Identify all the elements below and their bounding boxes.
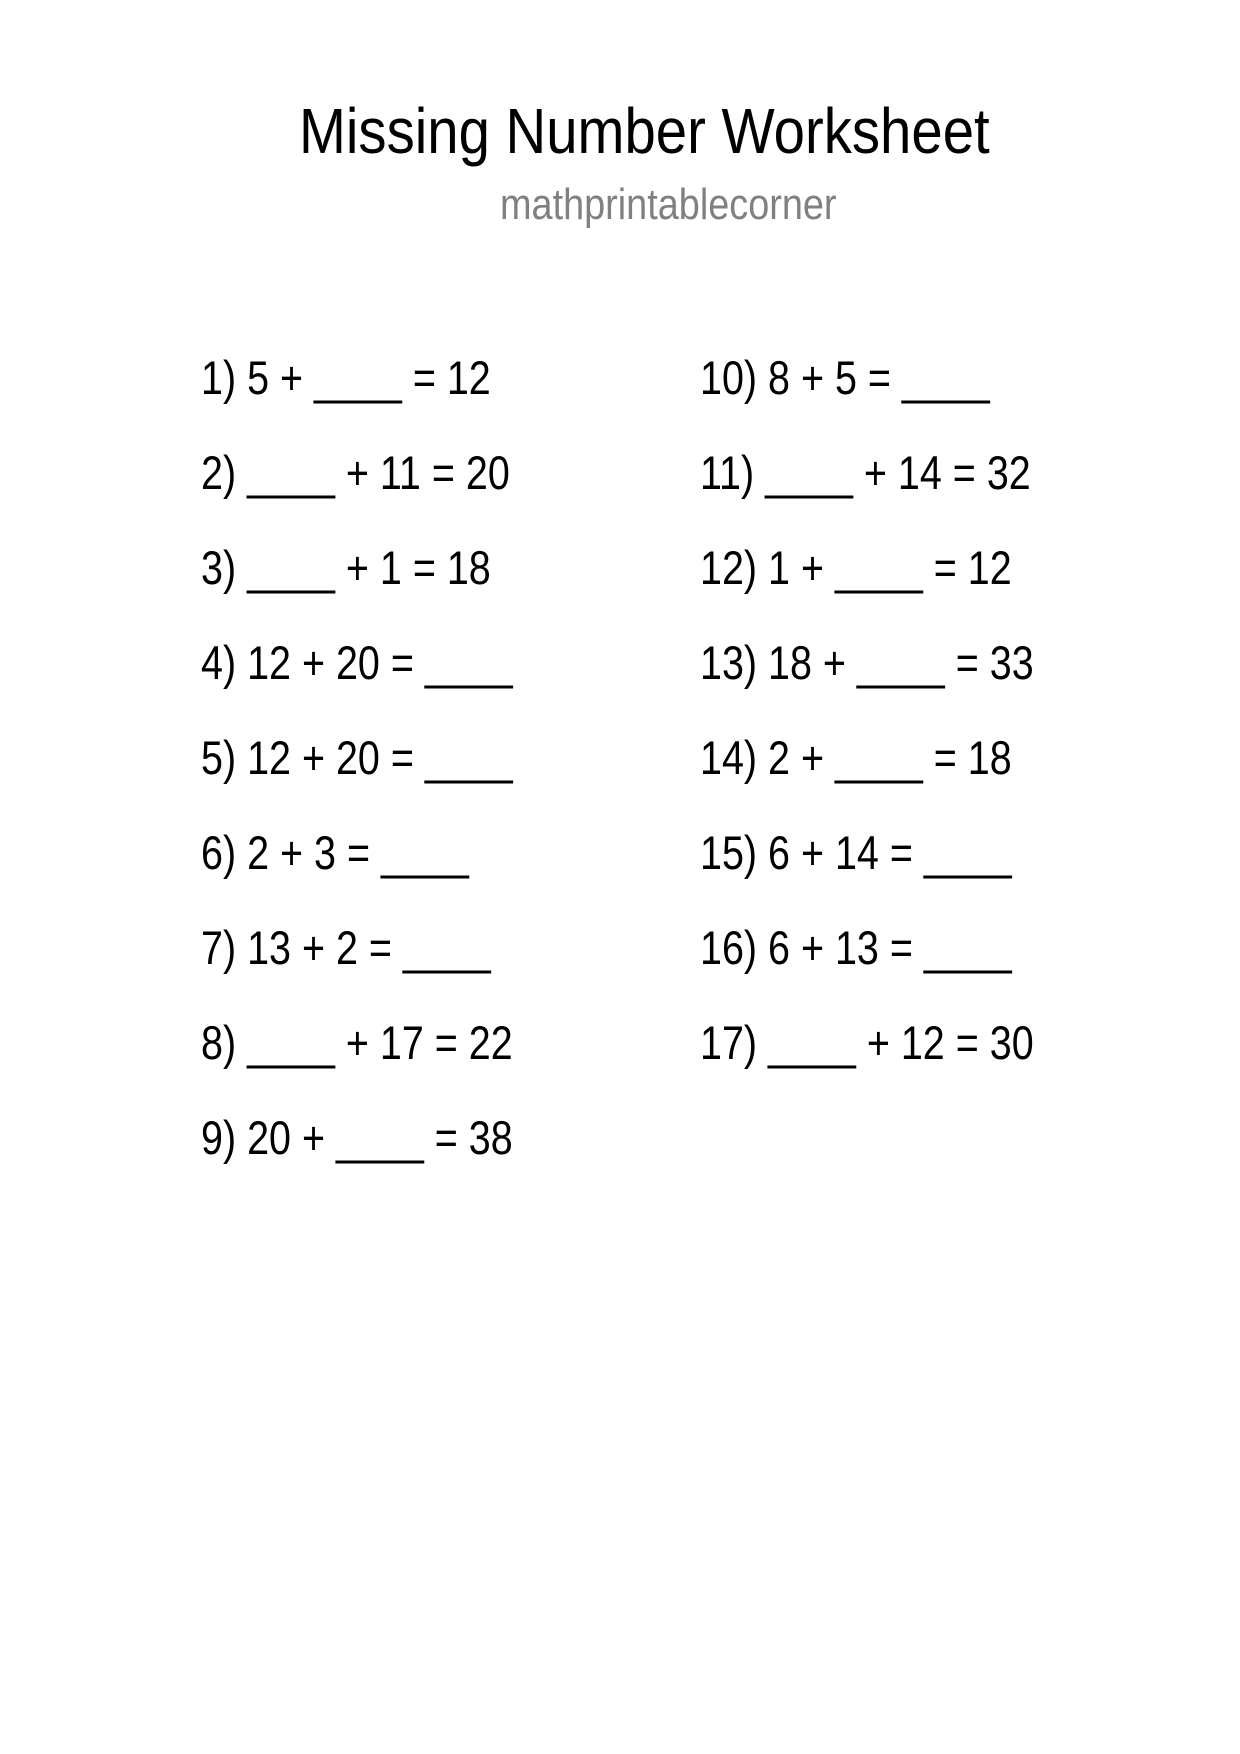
- problems-left-column: [201, 350, 572, 1205]
- problem-4: 4) 12 + 20 = ____: [201, 636, 513, 689]
- problem-3: 3) ____ + 1 = 18: [201, 541, 491, 594]
- problem-10: 10) 8 + 5 = ____: [700, 351, 990, 404]
- problem-9: 9) 20 + ____ = 38: [201, 1111, 513, 1164]
- problem-8: 8) ____ + 17 = 22: [201, 1016, 513, 1069]
- worksheet-title: Missing Number Worksheet: [299, 95, 990, 167]
- problem-13: 13) 18 + ____ = 33: [700, 636, 1034, 689]
- problem-5: 5) 12 + 20 = ____: [201, 731, 513, 784]
- problem-7: 7) 13 + 2 = ____: [201, 921, 491, 974]
- problems-right-column: [700, 350, 1097, 1110]
- problem-1: 1) 5 + ____ = 12: [201, 351, 491, 404]
- problem-14: 14) 2 + ____ = 18: [700, 731, 1012, 784]
- problem-6: 6) 2 + 3 = ____: [201, 826, 469, 879]
- problem-16: 16) 6 + 13 = ____: [700, 921, 1012, 974]
- problem-15: 15) 6 + 14 = ____: [700, 826, 1012, 879]
- problem-11: 11) ____ + 14 = 32: [700, 446, 1031, 499]
- problem-12: 12) 1 + ____ = 12: [700, 541, 1012, 594]
- problem-17: 17) ____ + 12 = 30: [700, 1016, 1034, 1069]
- worksheet-subtitle: mathprintablecorner: [500, 180, 837, 229]
- problem-2: 2) ____ + 11 = 20: [201, 446, 510, 499]
